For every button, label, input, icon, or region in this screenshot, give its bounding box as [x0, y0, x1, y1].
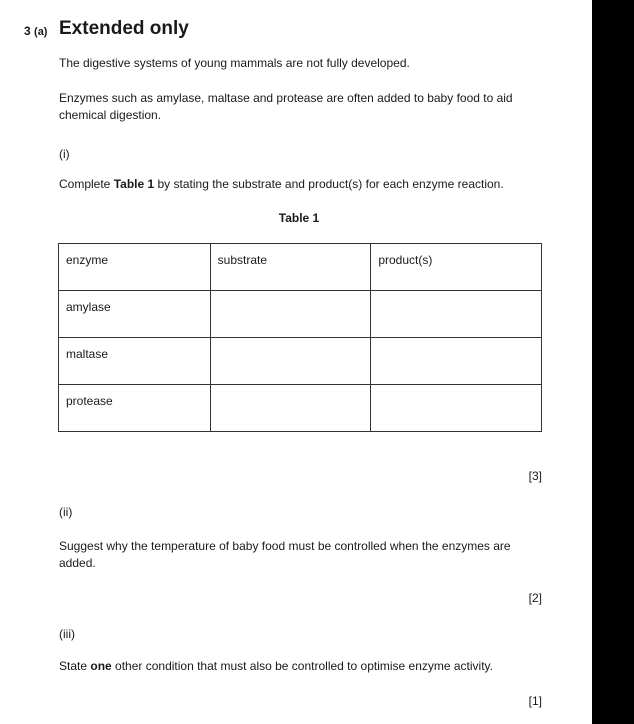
- sub-question-ii-text: Suggest why the temperature of baby food must be controlled when the enzymes are added.: [59, 539, 511, 570]
- marks-sub-ii: [2]: [528, 591, 542, 605]
- table-row: [59, 291, 542, 338]
- sub-question-i-instruction: [59, 176, 529, 193]
- substrate-answer-cell[interactable]: [210, 385, 371, 432]
- instruction-table-ref: Table 1: [113, 177, 155, 191]
- substrate-answer-cell[interactable]: [210, 338, 371, 385]
- right-edge-bar: [592, 0, 634, 724]
- products-answer-cell[interactable]: [371, 338, 542, 385]
- substrate-answer-cell[interactable]: [210, 291, 371, 338]
- enzyme-cell-protease: protease: [59, 385, 211, 432]
- table-title: Table 1: [278, 211, 320, 225]
- column-header-enzyme: enzyme: [59, 244, 211, 291]
- table-row: [59, 385, 542, 432]
- condition-emphasis: one: [90, 659, 112, 673]
- sub-question-iii-text: [59, 658, 529, 675]
- instruction-text: Complete: [59, 177, 114, 191]
- column-header-substrate: substrate: [210, 244, 371, 291]
- products-answer-cell[interactable]: [371, 291, 542, 338]
- instruction-text-end: by stating the substrate and product(s) for each enzyme reaction.: [154, 177, 504, 191]
- question-number-value: 3: [24, 24, 31, 38]
- question-part: (a): [34, 26, 48, 38]
- marks-sub-iii: [1]: [528, 694, 542, 708]
- intro-paragraph-2: Enzymes such as amylase, maltase and protease are often added to baby food to aid chemical digestion.: [59, 91, 513, 122]
- question-number: [24, 24, 47, 38]
- sub-question-i-label: (i): [59, 147, 70, 161]
- enzyme-table: [58, 243, 542, 432]
- enzyme-cell-amylase: amylase: [59, 291, 211, 338]
- products-answer-cell[interactable]: [371, 385, 542, 432]
- marks-sub-i: [3]: [528, 469, 542, 483]
- condition-text: State: [59, 659, 91, 673]
- intro-paragraph-1: The digestive systems of young mammals are not fully developed.: [59, 56, 410, 70]
- question-heading: Extended only: [59, 18, 189, 39]
- enzyme-cell-maltase: maltase: [59, 338, 211, 385]
- table-row: [59, 338, 542, 385]
- sub-question-iii-label: (iii): [59, 627, 75, 641]
- condition-text-end: other condition that must also be controlled to optimise enzyme activity.: [111, 659, 494, 673]
- column-header-products: product(s): [371, 244, 542, 291]
- sub-question-ii-label: (ii): [59, 505, 73, 519]
- table-header-row: [59, 244, 542, 291]
